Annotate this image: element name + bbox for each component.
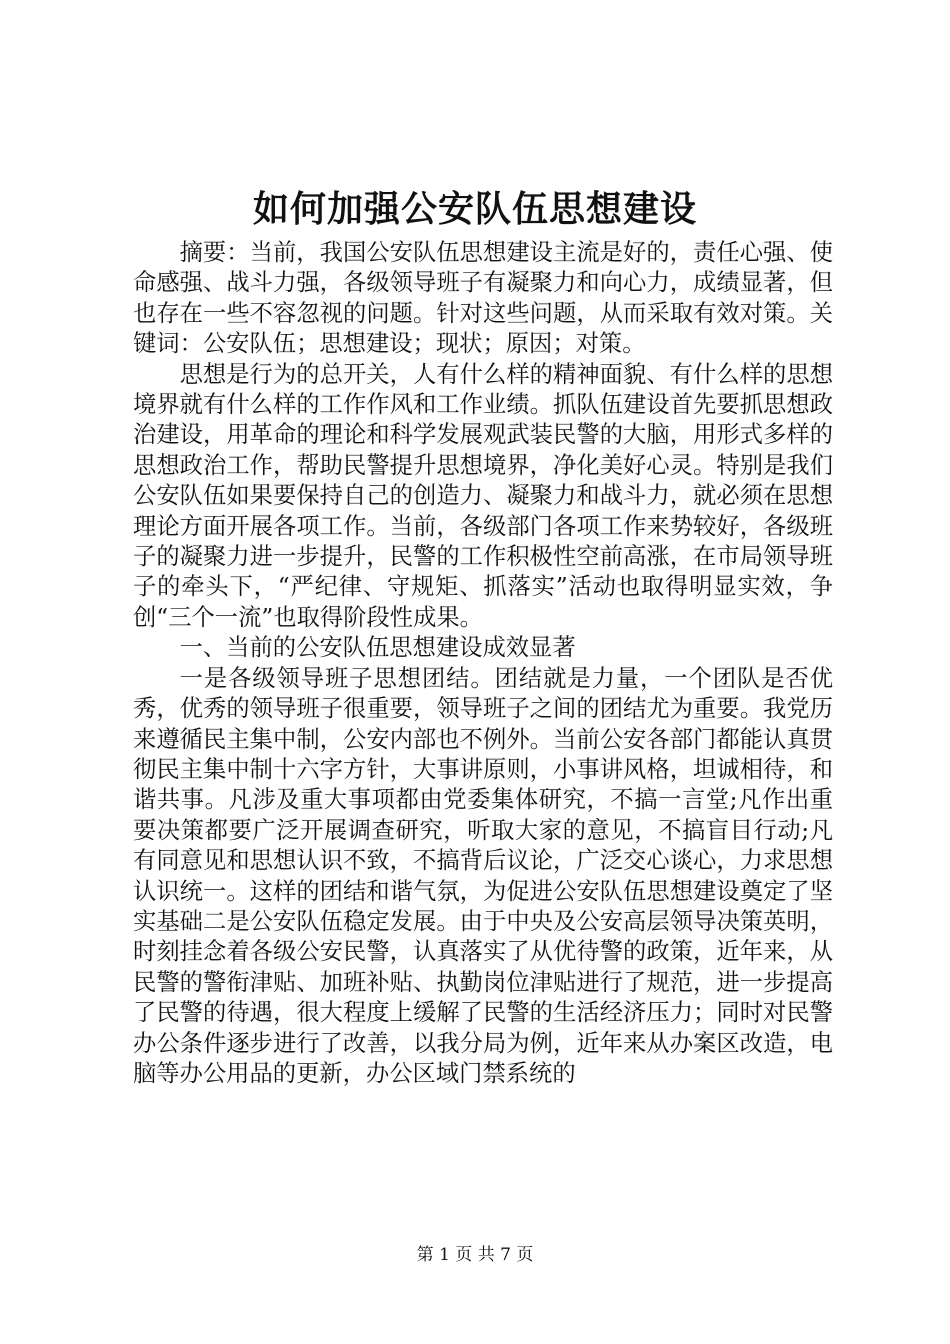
document-title: 如何加强公安队伍思想建设 bbox=[252, 188, 697, 230]
intro-paragraph: 思想是行为的总开关，人有什么样的精神面貌、有什么样的思想境界就有什么样的工作作风和工作业绩。抓队伍建设首先要抓思想政治建设，用革命的理论和科学发展观武装民警的大脑，用形式多样的思想政治工作，帮助民警提升思想境界，净化美好心灵。特别是我们公安队伍如果要保持自己的创造力、凝聚力和战斗力，就必须在思想理论方面开展各项工作。当前，各级部门各项工作来势较好，各级班子的凝聚力进一步提升，民警的工作积极性空前高涨，在市局领导班子的牵头下，“严纪律、守规矩、抓落实”活动也取得明显实效，争创“三个一流”也取得阶段性成果。 bbox=[133, 360, 833, 631]
abstract-paragraph: 摘要：当前，我国公安队伍思想建设主流是好的，责任心强、使命感强、战斗力强，各级领导班子有凝聚力和向心力，成绩显著，但也存在一些不容忽视的问题。针对这些问题，从而采取有效对策。关键词：公安队伍；思想建设；现状；原因；对策。 bbox=[133, 239, 833, 358]
section-heading: 一、当前的公安队伍思想建设成效显著 bbox=[179, 634, 576, 662]
page-footer: 第 1 页 共 7 页 bbox=[416, 1245, 534, 1265]
body-paragraph: 一是各级领导班子思想团结。团结就是力量，一个团队是否优秀，优秀的领导班子很重要，领导班子之间的团结尤为重要。我党历来遵循民主集中制，公安内部也不例外。当前公安各部门都能认真贯彻民主集中制十六字方针，大事讲原则，小事讲风格，坦诚相待，和谐共事。凡涉及重大事项都由党委集体研究，不搞一言堂;凡作出重要决策都要广泛开展调查研究，听取大家的意见，不搞盲目行动;凡有同意见和思想认识不致，不搞背后议论，广泛交心谈心，力求思想认识统一。这样的团结和谐气氛，为促进公安队伍思想建设奠定了坚实基础二是公安队伍稳定发展。由于中央及公安高层领导决策英明，时刻挂念着各级公安民警，认真落实了从优待警的政策，近年来，从民警的警衔津贴、加班补贴、执勤岗位津贴进行了规范，进一步提高了民警的待遇，很大程度上缓解了民警的生活经济压力；同时对民警办公条件逐步进行了改善，以我分局为例，近年来从办案区改造，电脑等办公用品的更新，办公区域门禁系统的 bbox=[133, 664, 833, 1087]
document-body bbox=[133, 238, 833, 1089]
